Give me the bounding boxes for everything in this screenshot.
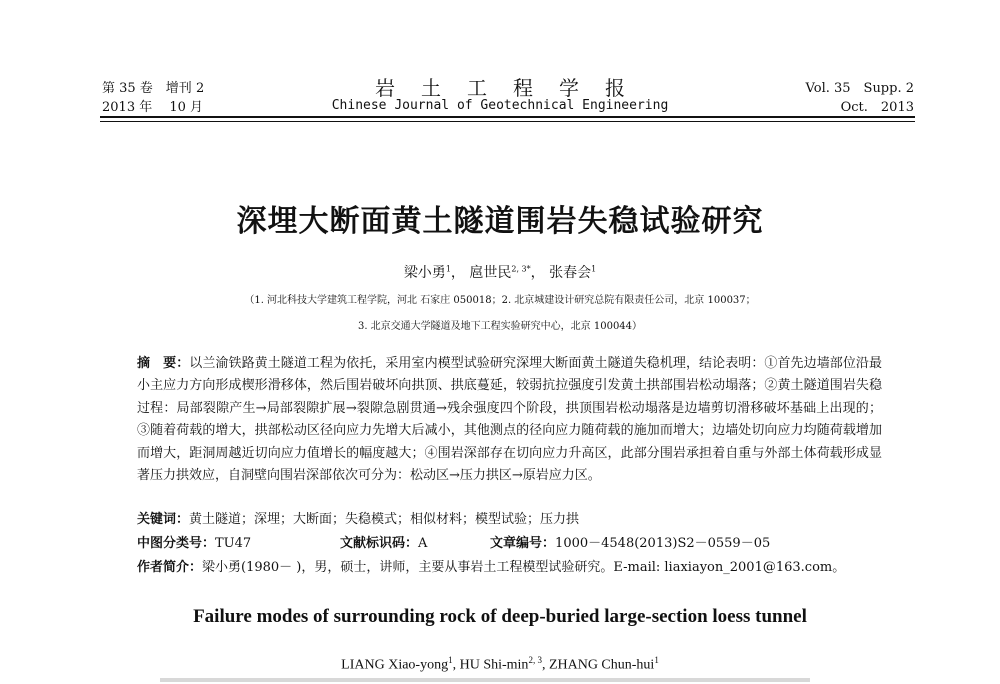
bio-text: 梁小勇(1980－ )，男，硕士，讲师，主要从事岩土工程模型试验研究。E-mail: liaxiayon_2001@163.com。 <box>202 560 846 575</box>
author-affil-mark-en: 1 <box>654 655 659 665</box>
author-name-en: HU Shi-min <box>459 657 529 673</box>
classification-row <box>137 534 770 554</box>
header-rule-thick <box>100 116 915 118</box>
article-no-value: 1000－4548(2013)S2－0559－05 <box>555 536 771 551</box>
clc-value: TU47 <box>215 536 252 551</box>
doc-code-label: 文献标识码： <box>340 536 419 551</box>
author-name: 张春会 <box>549 265 592 281</box>
journal-title-cn: 岩土工程学报 <box>375 76 651 100</box>
author-affil-mark-en: 1 <box>448 655 453 665</box>
doc-code-value: A <box>418 536 428 551</box>
bio-label: 作者简介： <box>137 560 203 575</box>
authors-en <box>0 655 1000 674</box>
author-affil-mark: 1 <box>445 264 451 274</box>
paper-title-en: Failure modes of surrounding rock of deep-buried large-section loess tunnel <box>193 606 807 627</box>
keywords-text: 黄土隧道；深埋；大断面；失稳模式；相似材料；模型试验；压力拱 <box>189 512 580 527</box>
author-separator: , <box>541 657 549 673</box>
truncated-affiliation-line <box>160 678 810 682</box>
keywords-label: 关键词： <box>137 512 190 527</box>
article-no-label: 文章编号： <box>490 536 556 551</box>
keywords <box>137 510 579 530</box>
author-affil-mark: 2, 3* <box>511 264 531 274</box>
publication-date: 2013 年 10 月 <box>102 100 204 115</box>
journal-title-en: Chinese Journal of Geotechnical Engineering <box>331 98 669 113</box>
abstract <box>137 353 882 487</box>
author-name-en: ZHANG Chun-hui <box>548 657 655 673</box>
volume-supp-en: Vol. 35 Supp. 2 <box>805 81 914 96</box>
author-name: 梁小勇 <box>403 265 446 281</box>
author-bio <box>137 558 845 578</box>
abstract-text: 以兰渝铁路黄土隧道工程为依托，采用室内模型试验研究深埋大断面黄土隧道失稳机理，结论表明：①首先边墙部位沿最小主应力方向形成楔形滑移体，然后围岩破坏向拱顶、拱底蔓延，较弱抗拉强度引发黄土拱部围岩松动塌落；②黄土隧道围岩失稳过程：局部裂隙产生→局部裂隙扩展→裂隙急剧贯通→残余强度四个阶段，拱顶围岩松动塌落是边墙剪切滑移破坏基础上出现的；③随着荷载的增大，拱部松动区径向应力先增大后减小，其他测点的径向应力随荷载的施加而增大；边墙处切向应力均随荷载增加而增大，距洞周越近切向应力值增长的幅度越大；④围岩深部存在切向应力升高区，此部分围岩承担着自重与外部土体荷载形成显著压力拱效应，自洞壁向围岩深部依次可分为：松动区→压力拱区→原岩应力区。 <box>137 356 882 484</box>
clc-label: 中图分类号： <box>137 536 216 551</box>
author-affil-mark-en: 2, 3 <box>528 655 542 665</box>
paper-title-cn: 深埋大断面黄土隧道围岩失稳试验研究 <box>236 204 764 239</box>
volume-issue: 第 35 卷 增刊 2 <box>102 81 205 96</box>
header-rule-thin <box>100 121 915 122</box>
abstract-label: 摘 要： <box>137 356 190 371</box>
author-affil-mark: 1 <box>591 264 597 274</box>
author-name: 扈世民 <box>469 265 512 281</box>
author-name-en: LIANG Xiao-yong <box>341 657 449 673</box>
date-en: Oct. 2013 <box>840 100 914 115</box>
author-separator: , <box>452 657 460 673</box>
affiliation-line-1: （1. 河北科技大学建筑工程学院，河北 石家庄 050018；2. 北京城建设计研究总院有限责任公司，北京 100037； <box>244 295 756 306</box>
affiliation-line-2: 3. 北京交通大学隧道及地下工程实验研究中心，北京 100044） <box>357 321 643 332</box>
authors-cn: 梁小勇$^1$， 扈世民$^{2, 3*}$， 张春会$^1$ <box>403 264 597 281</box>
